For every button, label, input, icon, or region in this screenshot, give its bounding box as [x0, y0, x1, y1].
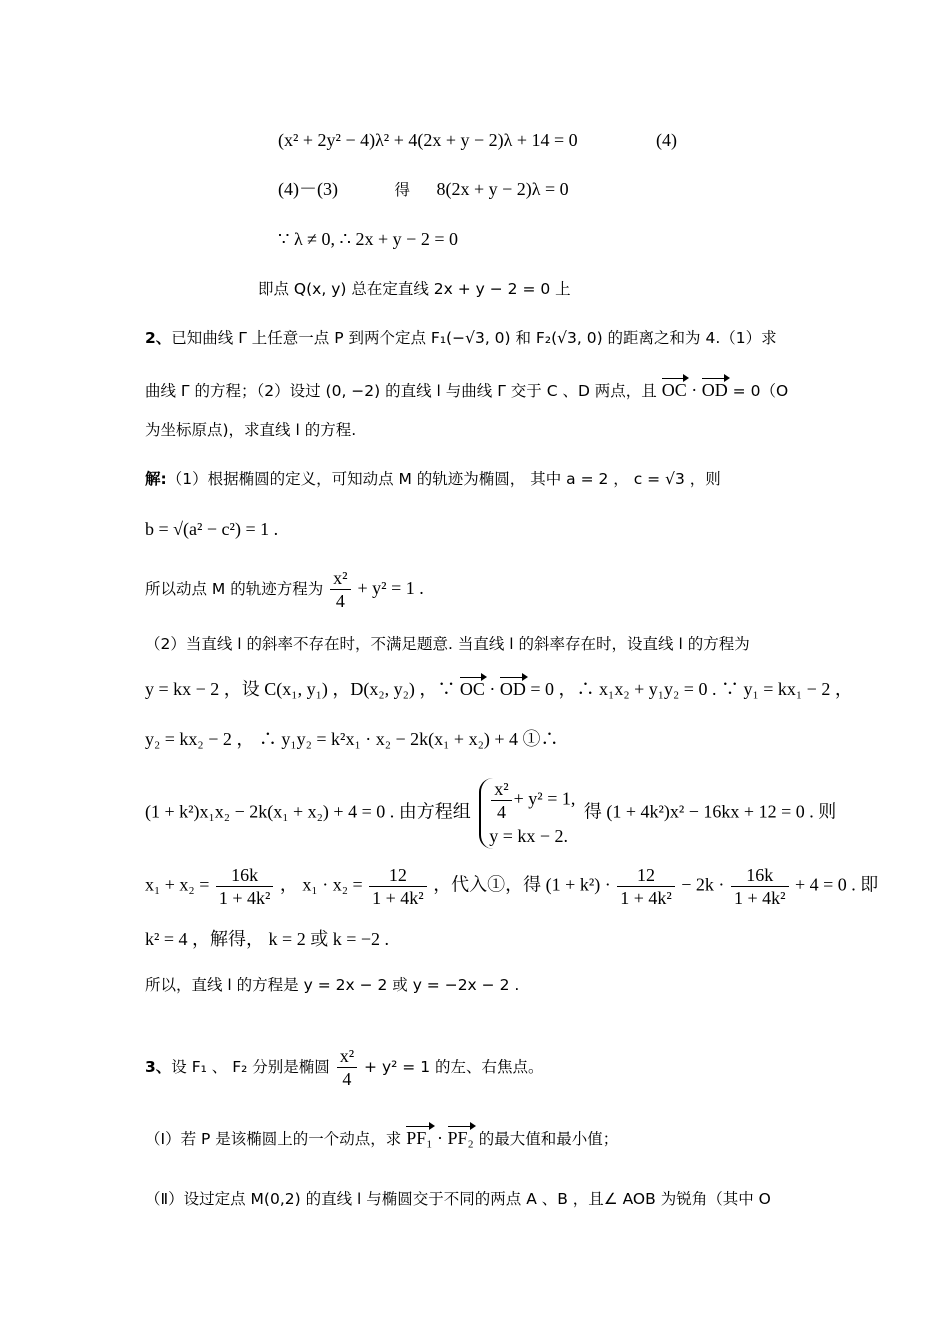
system-row-2: y = kx − 2. — [489, 826, 569, 846]
system-fraction — [491, 778, 511, 823]
trajectory-text: 所以动点 M 的轨迹方程为 — [145, 580, 324, 598]
solution-line-3 — [145, 567, 424, 612]
equation-system — [479, 778, 575, 849]
part-1-text: （Ⅰ）若 P 是该椭圆上的一个动点，求 — [145, 1130, 407, 1148]
line-setup-tail: = 0 ，∴ x₁x₂ + y₁y₂ = 0 . ∵ y₁ = kx₁ − 2 ， — [525, 679, 853, 699]
equation-end: + 4 = 0 . 即 — [795, 874, 879, 895]
problem-2-line-1 — [145, 326, 777, 350]
problem-2-text-b: 曲线 Γ 的方程；（2）设过 (0, −2) 的直线 l 与曲线 Γ 交于 C 、D 两点，且 — [145, 382, 662, 400]
fraction-denominator: 4 — [335, 591, 345, 611]
vector-oc: OC — [661, 380, 687, 400]
solution-text-1: （1）根据椭圆的定义，可知动点 M 的轨迹为椭圆， 其中 a = 2 ， c = √3 ，则 — [166, 470, 721, 488]
fraction-num: 12 — [369, 864, 427, 887]
solution-line-7 — [145, 778, 836, 849]
part-1-tail: 的最大值和最小值； — [473, 1130, 619, 1148]
dot-operator-2: · — [484, 679, 500, 699]
solution-line-6: y₂ = kx₂ − 2 ， ∴ y₁y₂ = k²x₁ · x₂ − 2k(x₁ + x₂) + 4 ①∴ — [145, 729, 559, 749]
problem-3-number: 3、 — [145, 1058, 172, 1076]
de-word: 得 — [394, 181, 410, 199]
equation-line-4 — [278, 128, 677, 152]
conclusion-line: 即点 Q(x, y) 总在定直线 2x + y − 2 = 0 上 — [258, 280, 571, 298]
subtraction-result: 8(2x + y − 2)λ = 0 — [436, 179, 569, 199]
fraction-den: 1 + 4k² — [620, 888, 672, 908]
fraction-num: 12 — [617, 864, 675, 887]
fraction-den: 1 + 4k² — [733, 888, 786, 908]
solution-line-4: （2）当直线 l 的斜率不存在时，不满足题意. 当直线 l 的斜率存在时，设直线 l 的方程为 — [145, 635, 750, 653]
lambda-line: ∵ λ ≠ 0, ∴ 2x + y − 2 = 0 — [278, 229, 458, 249]
problem-2-line-2 — [145, 378, 788, 403]
trajectory-equation-tail: + y² = 1 . — [357, 578, 424, 598]
vector-oc-2: OC — [459, 679, 485, 699]
vector-pf1: PF₁ — [406, 1128, 433, 1148]
vector-pf2: PF₂ — [447, 1128, 474, 1148]
fraction-sum-roots — [216, 864, 274, 909]
sum-roots-label: x₁ + x₂ = — [145, 874, 210, 895]
solution-line-5 — [145, 677, 853, 701]
problem-2-text-a: 已知曲线 Γ 上任意一点 P 到两个定点 F₁(−√3, 0) 和 F₂(√3, 0) 的距离之和为 4.（1）求 — [171, 329, 777, 347]
system-fraction-den: 4 — [496, 802, 506, 822]
fraction-12 — [617, 864, 675, 909]
fraction-x2-over-4 — [330, 567, 350, 612]
solution-label: 解: — [145, 470, 167, 488]
fraction-num: 16k — [216, 864, 274, 887]
problem-2-text-b-end: = 0（O — [727, 382, 789, 400]
fraction-den: 1 + 4k² — [218, 888, 271, 908]
line-setup-text: y = kx − 2 ，设 C(x₁, y₁) ，D(x₂, y₂) ，∵ — [145, 679, 460, 699]
solution-line-8 — [145, 864, 878, 909]
system-fraction-num: x² — [491, 778, 511, 801]
fraction-product-roots — [369, 864, 427, 909]
solution-line-1 — [145, 467, 721, 491]
fraction-den: 4 — [342, 1069, 352, 1089]
system-intro: (1 + k²)x₁x₂ − 2k(x₁ + x₂) + 4 = 0 . 由方程组 — [145, 801, 471, 822]
solution-line-9: k² = 4 ，解得， k = 2 或 k = −2 . — [145, 929, 390, 949]
problem-2-number: 2、 — [145, 329, 172, 347]
problem-3-part-2: （Ⅱ）设过定点 M(0,2) 的直线 l 与椭圆交于不同的两点 A 、B ，且∠ AOB 为锐角（其中 O — [145, 1190, 771, 1208]
problem-2-line-3: 为坐标原点)，求直线 l 的方程. — [145, 421, 357, 439]
substitute-text: ，代入①，得 (1 + k²) · — [433, 874, 611, 895]
system-row-1-tail: + y² = 1, — [513, 788, 576, 809]
dot-operator-3: · — [432, 1128, 448, 1148]
equation-tag-4: (4) — [656, 130, 677, 150]
subtraction-label: (4)－(3) — [278, 179, 338, 199]
fraction-numerator: x² — [330, 567, 350, 590]
solution-line-10: 所以，直线 l 的方程是 y = 2x − 2 或 y = −2x − 2 . — [145, 976, 520, 994]
fraction-num: 16k — [731, 864, 789, 887]
quadratic-result: 得 (1 + 4k²)x² − 16kx + 12 = 0 . 则 — [583, 801, 837, 822]
vector-od: OD — [701, 380, 728, 400]
solution-line-2: b = √(a² − c²) = 1 . — [145, 519, 279, 539]
problem-3-line-1 — [145, 1045, 543, 1090]
equation-4: (x² + 2y² − 4)λ² + 4(2x + y − 2)λ + 14 = 0 — [278, 130, 578, 150]
fraction-den: 1 + 4k² — [372, 888, 424, 908]
problem-3-part-1 — [145, 1126, 618, 1151]
problem-3-text-b: + y² = 1 的左、右焦点。 — [364, 1058, 544, 1076]
fraction-16k — [731, 864, 789, 909]
minus-2k: − 2k · — [681, 874, 725, 895]
fraction-ellipse — [337, 1045, 357, 1090]
dot-operator: · — [686, 380, 702, 400]
fraction-num: x² — [337, 1045, 357, 1068]
product-roots-label: ， x₁ · x₂ = — [279, 874, 363, 895]
vector-od-2: OD — [499, 679, 526, 699]
problem-3-text-a: 设 F₁ 、 F₂ 分别是椭圆 — [171, 1058, 330, 1076]
subtraction-line — [278, 177, 569, 202]
system-row-1 — [489, 778, 575, 823]
